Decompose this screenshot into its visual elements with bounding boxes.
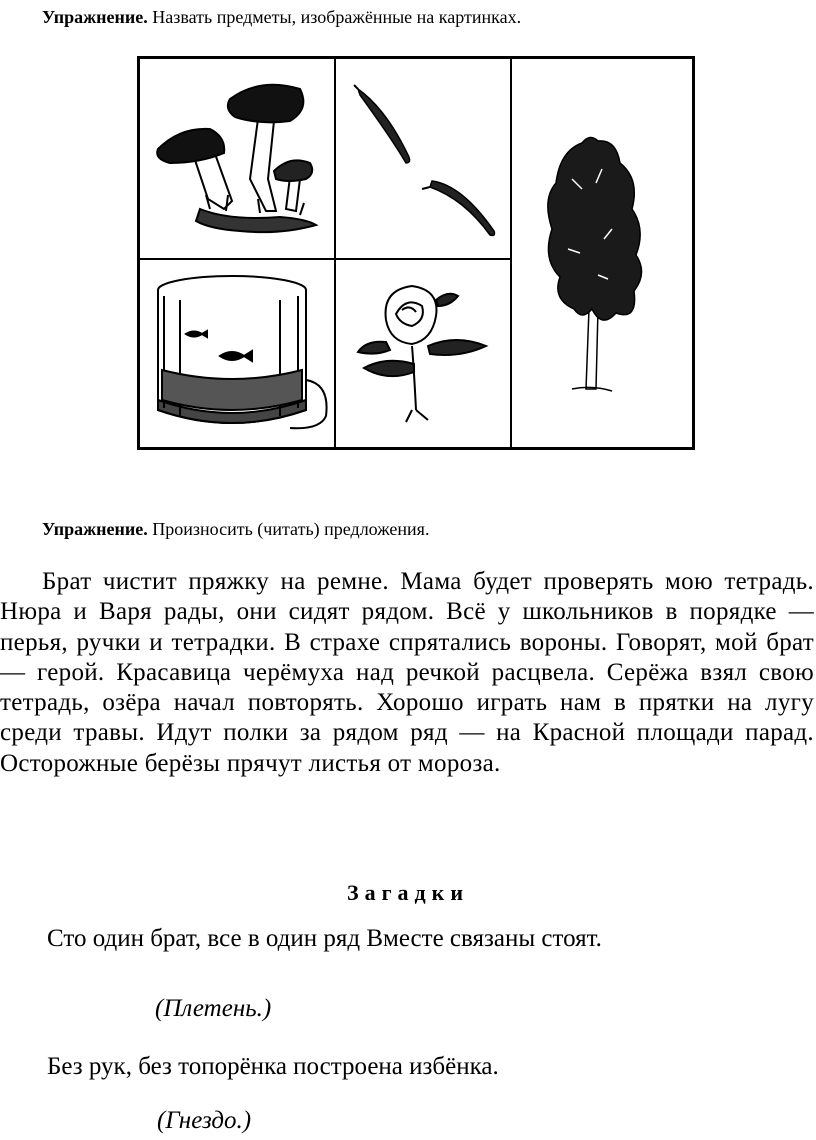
birch-tree-icon	[512, 59, 692, 447]
exercise-1-text: Назвать предметы, изображённые на картинках.	[147, 7, 522, 27]
riddles-title: Загадки	[346, 880, 470, 905]
riddle-question: Сто один брат, все в один ряд Вместе связаны стоят.	[47, 925, 602, 952]
riddle-question: Без рук, без топорёнка построена избёнка.	[47, 1053, 499, 1080]
picture-grid	[137, 56, 695, 450]
exercise-1-heading	[42, 6, 521, 28]
feathers-icon	[336, 59, 510, 258]
exercise-2-label: Упражнение.	[42, 519, 148, 539]
reading-paragraph	[0, 567, 814, 779]
rose-icon	[336, 260, 510, 447]
exercise-2-text: Произносить (читать) предложения.	[147, 519, 430, 539]
exercise-1-label: Упражнение.	[42, 7, 148, 27]
reading-paragraph-text: Брат чистит пряжку на ремне. Мама будет проверять мою тетрадь. Нюра и Варя рады, они сидят рядом. Всё у школьников в порядке — перья, ручки и тетрадки. В страхе спрятались вороны. Говорят, мой брат — герой. Красавица черёмуха над речкой расцвела. Серёжа взял свою тетрадь, озёра начал повторять. Хорошо играть нам в прятки на лугу среди травы. Идут полки за рядом ряд — на Красной площади парад. Осторожные берёзы прячут листья от мороза.	[0, 568, 814, 777]
riddle-answer: (Гнездо.)	[157, 1107, 252, 1134]
mushrooms-icon	[140, 59, 334, 258]
exercise-2-heading	[42, 518, 429, 540]
aquarium-icon	[140, 260, 334, 447]
riddle-answer: (Плетень.)	[155, 995, 272, 1022]
